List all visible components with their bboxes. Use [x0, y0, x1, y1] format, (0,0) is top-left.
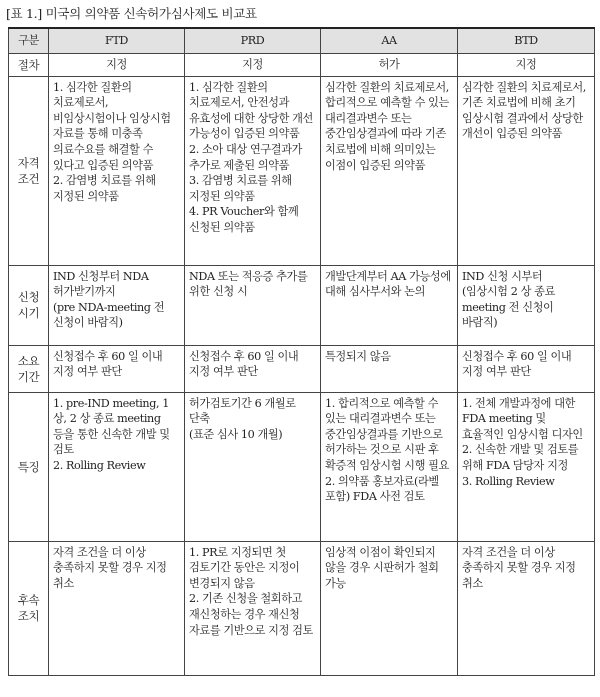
table-cell: 임상적 이점이 확인되지 않을 경우 시판허가 철회 가능 [321, 541, 458, 675]
table-cell: 허가 [321, 54, 458, 77]
table-row-features [9, 392, 595, 541]
table-cell: 1. 전체 개발과정에 대한 FDA meeting 및 효율적인 임상시험 디자인 2. 신속한 개발 및 검토를 위해 FDA 담당자 지정 3. Rolling Review [458, 392, 595, 541]
header-cell-prd: PRD [185, 28, 321, 54]
header-cell-ftd: FTD [49, 28, 185, 54]
table-cell: 자격 조건을 더 이상 충족하지 못할 경우 지정 취소 [49, 541, 185, 675]
table-cell: 신청접수 후 60 일 이내 지정 여부 판단 [49, 345, 185, 392]
header-cell-btd: BTD [458, 28, 595, 54]
row-label: 특징 [9, 392, 49, 541]
table-cell: 1. 심각한 질환의 치료제로서, 안전성과 유효성에 대한 상당한 개선 가능성이 입증된 의약품 2. 소아 대상 연구결과가 추가로 제출된 의약품 3. 감염병 치료를 위해 지정된 의약품 4. PR Voucher와 함께 신청된 의약품 [185, 76, 321, 265]
table-cell: 1. 심각한 질환의 치료제로서, 비임상시험이나 임상시험 자료를 통해 미충족 의료수요를 해결할 수 있다고 입증된 의약품 2. 감염병 치료를 위해 지정된 의약품 [49, 76, 185, 265]
table-cell: 개발단계부터 AA 가능성에 대해 심사부서와 논의 [321, 265, 458, 345]
row-label: 절차 [9, 54, 49, 77]
table-row-duration [9, 345, 595, 392]
table-cell: 지정 [49, 54, 185, 77]
table-cell: 특정되지 않음 [321, 345, 458, 392]
table-cell: IND 신청부터 NDA 허가받기까지 (pre NDA-meeting 전 신청이 바람직) [49, 265, 185, 345]
table-cell: NDA 또는 적응증 추가를 위한 신청 시 [185, 265, 321, 345]
table-row-eligibility [9, 76, 595, 265]
table-caption: [표 1.] 미국의 의약품 신속허가심사제도 비교표 [6, 6, 257, 21]
table-cell: 1. pre-IND meeting, 1 상, 2 상 종료 meeting 등을 통한 신속한 개발 및 검토 2. Rolling Review [49, 392, 185, 541]
table-row-procedure [9, 54, 595, 77]
header-cell-category: 구분 [9, 28, 49, 54]
table-cell: 지정 [458, 54, 595, 77]
row-label: 후속 조치 [9, 541, 49, 675]
table-cell: 1. 합리적으로 예측할 수 있는 대리결과변수 또는 중간임상결과를 기반으로 허가하는 것으로 시판 후 확증적 임상시험 시행 필요 2. 의약품 홍보자료(라벨 포함) FDA 사전 검토 [321, 392, 458, 541]
table-cell: 허가검토기간 6 개월로 단축 (표준 심사 10 개월) [185, 392, 321, 541]
table-row-application-timing [9, 265, 595, 345]
table-cell: 심각한 질환의 치료제로서, 합리적으로 예측할 수 있는 대리결과변수 또는 중간임상결과에 따라 기존 치료법에 비해 의미있는 이점이 입증된 의약품 [321, 76, 458, 265]
header-row [9, 28, 595, 54]
table-cell: 자격 조건을 더 이상 충족하지 못할 경우 지정 취소 [458, 541, 595, 675]
table-cell: 신청접수 후 60 일 이내 지정 여부 판단 [458, 345, 595, 392]
row-label: 자격 조건 [9, 76, 49, 265]
table-row-follow-up [9, 541, 595, 675]
row-label: 소요 기간 [9, 345, 49, 392]
comparison-table-wrapper [8, 27, 594, 676]
table-cell: 지정 [185, 54, 321, 77]
table-cell: 1. PR로 지정되면 첫 검토기간 동안은 지정이 변경되지 않음 2. 기존 신청을 철회하고 재신청하는 경우 재신청 자료를 기반으로 지정 검토 [185, 541, 321, 675]
comparison-table [8, 27, 595, 676]
row-label: 신청 시기 [9, 265, 49, 345]
table-cell: 신청접수 후 60 일 이내 지정 여부 판단 [185, 345, 321, 392]
header-cell-aa: AA [321, 28, 458, 54]
table-cell: 심각한 질환의 치료제로서, 기존 치료법에 비해 초기 임상시험 결과에서 상당한 개선이 입증된 의약품 [458, 76, 595, 265]
table-cell: IND 신청 시부터 (임상시험 2 상 종료 meeting 전 신청이 바람직) [458, 265, 595, 345]
